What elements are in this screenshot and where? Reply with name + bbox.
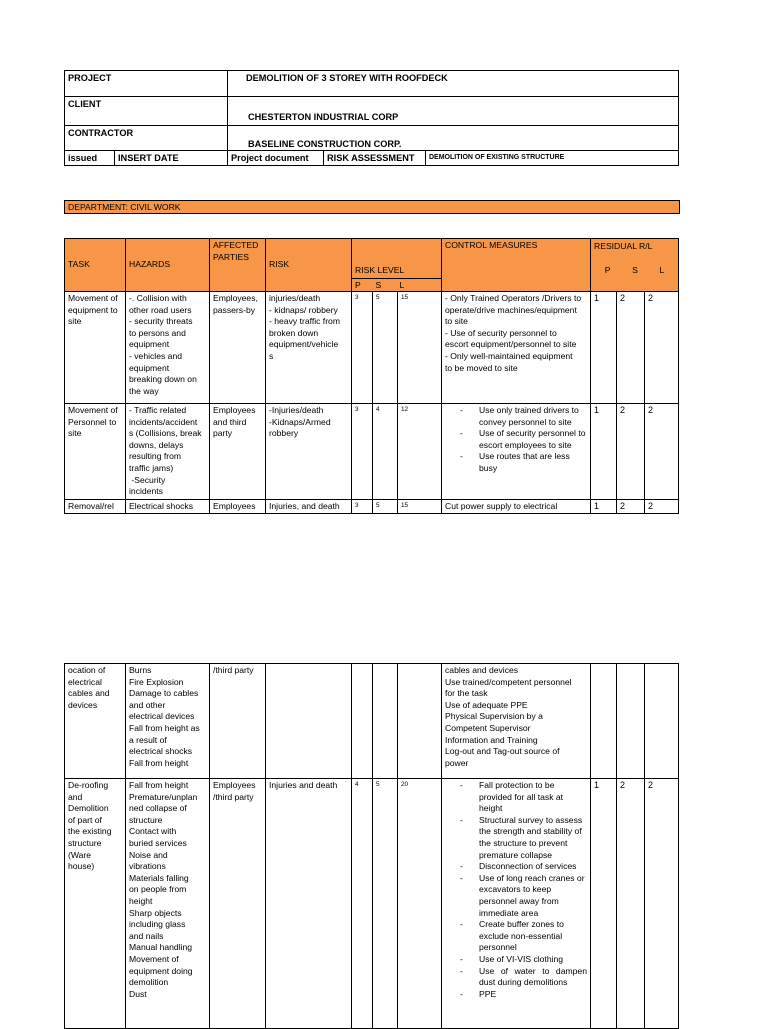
hazard-line: Fall from height: [129, 780, 189, 790]
p-cell: 3: [352, 292, 373, 404]
col-l: L: [398, 279, 442, 292]
control-bullet: - Use of water to dampen dust during demolitions: [479, 966, 587, 989]
hazard-line: demolition: [129, 977, 169, 988]
residual-s-cell: 2: [617, 500, 645, 514]
affected-cell: [210, 292, 266, 404]
affected-line: and third: [213, 416, 247, 427]
task-line: the existing: [68, 826, 112, 837]
hazard-line: including glass: [129, 919, 186, 930]
hazard-line: - security threats: [129, 316, 193, 327]
s-cell: [373, 664, 398, 779]
table-row: [65, 664, 679, 779]
residual-l-cell: 2: [645, 500, 679, 514]
hazard-line: Burns: [129, 665, 152, 675]
affected-line: Employees: [213, 780, 256, 790]
table-row: [65, 779, 679, 1029]
l-cell: 12: [398, 404, 442, 500]
risk-line: s: [269, 350, 274, 361]
control-cell: [442, 404, 591, 500]
control-line: cables and devices: [445, 665, 519, 675]
risk-cell: [266, 664, 352, 779]
hazard-line: electrical devices: [129, 711, 195, 722]
residual-p-cell: [591, 664, 617, 779]
risk-cell: [266, 404, 352, 500]
residual-s-cell: 2: [617, 779, 645, 1029]
control-line: to site: [445, 316, 468, 327]
control-bullet: - Use of long reach cranes or excavators to keep personnel away from immediate area: [479, 873, 587, 919]
project-label: PROJECT: [65, 71, 228, 97]
residual-l-cell: 2: [645, 292, 679, 404]
hazard-line: Contact with: [129, 826, 177, 837]
hazards-cell: Electrical shocks: [126, 500, 210, 514]
hazard-line: Damage to cables: [129, 688, 199, 699]
control-line: - Only well-maintained equipment: [445, 350, 573, 361]
residual-p-cell: 1: [591, 292, 617, 404]
control-line: power: [445, 757, 469, 768]
client-label: CLIENT: [65, 97, 228, 126]
control-bullet: - Fall protection to be provided for all task at height: [479, 780, 587, 815]
control-bullet: - PPE: [479, 989, 587, 1001]
control-line: Physical Supervision by a: [445, 711, 543, 722]
task-line: electrical: [68, 676, 102, 687]
hazard-line: a result of: [129, 734, 167, 745]
hazards-cell: [126, 292, 210, 404]
residual-l-cell: 2: [645, 779, 679, 1029]
control-line: to be moved to site: [445, 362, 518, 373]
table-row: [65, 404, 679, 500]
col-hazards: HAZARDS: [126, 239, 210, 292]
hazard-line: incidents: [129, 486, 163, 497]
hazard-line: incidents/accident: [129, 416, 198, 427]
affected-line: party: [213, 428, 233, 439]
control-cell: [442, 292, 591, 404]
hazard-line: Fall from height: [129, 757, 189, 768]
col-residual-spacer: [591, 279, 679, 292]
risk-cell: [266, 292, 352, 404]
task-cell: [65, 664, 126, 779]
hazard-line: electrical shocks: [129, 746, 193, 757]
hazard-line: Dust: [129, 988, 147, 999]
risk-line: broken down: [269, 327, 319, 338]
residual-s-cell: 2: [617, 404, 645, 500]
s-cell: 5: [373, 292, 398, 404]
table-row: [65, 500, 679, 514]
control-line: Competent Supervisor: [445, 722, 531, 733]
contractor-value: BASELINE CONSTRUCTION CORP.: [228, 126, 679, 151]
control-bullet: - Structural survey to assess the strength and stability of the structure to prevent premature collapse: [479, 815, 587, 861]
hazards-cell: [126, 664, 210, 779]
hazards-cell: [126, 404, 210, 500]
risk-table-page2: [64, 663, 679, 1029]
control-bullet: - Use only trained drivers to convey personnel to site: [479, 405, 587, 428]
s-cell: 5: [373, 779, 398, 1029]
col-residual-p: P: [604, 265, 611, 275]
demolition-existing-label: DEMOLITION OF EXISTING STRUCTURE: [426, 151, 679, 166]
hazard-line: breaking down on: [129, 374, 197, 385]
p-cell: 3: [352, 500, 373, 514]
hazard-line: equipment: [129, 362, 170, 373]
risk-line: -Injuries/death: [269, 405, 324, 415]
hazard-line: Sharp objects: [129, 907, 182, 918]
hazard-line: Noise and: [129, 849, 168, 860]
control-line: - Use of security personnel to: [445, 327, 557, 338]
hazard-line: structure: [129, 814, 163, 825]
hazard-line: Manual handling: [129, 942, 193, 953]
p-cell: [352, 664, 373, 779]
l-cell: 15: [398, 500, 442, 514]
control-cell: Cut power supply to electrical: [442, 500, 591, 514]
control-line: escort equipment/personnel to site: [445, 339, 577, 350]
residual-l-cell: [645, 664, 679, 779]
risk-line: - heavy traffic from: [269, 316, 340, 327]
p-cell: 4: [352, 779, 373, 1029]
col-s: S: [373, 279, 398, 292]
client-value: CHESTERTON INDUSTRIAL CORP: [228, 97, 679, 126]
residual-p-cell: 1: [591, 404, 617, 500]
hazard-line: -. Collision with: [129, 293, 187, 303]
task-line: De-roofing: [68, 780, 109, 790]
task-line: structure: [68, 837, 102, 848]
l-cell: 15: [398, 292, 442, 404]
col-risk-level: RISK LEVEL: [352, 239, 442, 279]
table-row: [65, 292, 679, 404]
project-header-table: [64, 70, 679, 166]
insert-date: INSERT DATE: [115, 151, 228, 166]
control-bullet: - Use of security personnel to escort employees to site: [479, 428, 587, 451]
col-residual-l: L: [659, 265, 665, 275]
task-line: and: [68, 791, 83, 802]
task-cell: Movement of Personnel to site: [65, 404, 126, 500]
control-bullet: - Use of VI-VIS clothing: [479, 954, 587, 966]
p-cell: 3: [352, 404, 373, 500]
contractor-label: CONTRACTOR: [65, 126, 228, 151]
task-line: Demolition: [68, 803, 109, 814]
col-risk: RISK: [266, 239, 352, 292]
hazard-line: downs, delays: [129, 439, 184, 450]
hazard-line: Fire Explosion: [129, 676, 184, 687]
col-task: TASK: [65, 239, 126, 292]
affected-cell: [210, 779, 266, 1029]
s-cell: 4: [373, 404, 398, 500]
hazard-line: ned collapse of: [129, 803, 187, 814]
col-control: CONTROL MEASURES: [442, 239, 591, 292]
task-line: ocation of: [68, 665, 106, 675]
control-cell: [442, 779, 591, 1029]
hazard-line: Fall from height as: [129, 722, 200, 733]
control-bullet: - Use routes that are less busy: [479, 451, 587, 474]
hazard-line: - vehicles and: [129, 350, 183, 361]
col-p: P: [352, 279, 373, 292]
control-line: Log-out and Tag-out source of: [445, 746, 560, 757]
affected-cell: Employees: [210, 500, 266, 514]
hazard-line: equipment: [129, 339, 170, 350]
affected-line: Employees,: [213, 293, 258, 303]
residual-l-cell: 2: [645, 404, 679, 500]
control-line: Use of adequate PPE: [445, 699, 528, 710]
control-bullet: - Disconnection of services: [479, 861, 587, 873]
col-residual-label: RESIDUAL R/L: [594, 241, 653, 251]
hazard-line: to persons and: [129, 327, 186, 338]
col-affected: AFFECTED PARTIES: [210, 239, 266, 292]
issued-label: issued: [65, 151, 115, 166]
hazard-line: - Traffic related: [129, 405, 187, 415]
affected-line: Employees: [213, 405, 256, 415]
hazard-line: Premature/unplan: [129, 791, 198, 802]
risk-assessment-label: RISK ASSESSMENT: [324, 151, 426, 166]
hazard-line: s (Collisions, break: [129, 428, 202, 439]
hazard-line: buried services: [129, 837, 187, 848]
risk-line: robbery: [269, 428, 299, 439]
task-line: of part of: [68, 814, 102, 825]
hazard-line: and nails: [129, 930, 164, 941]
control-bullet: - Create buffer zones to exclude non-essential personnel: [479, 919, 587, 954]
hazard-line: resulting from: [129, 451, 182, 462]
residual-s-cell: [617, 664, 645, 779]
project-document-label: Project document: [228, 151, 324, 166]
hazard-line: Materials falling: [129, 872, 189, 883]
task-line: cables and: [68, 688, 110, 699]
risk-cell: Injuries and death: [266, 779, 352, 1029]
control-line: - Only Trained Operators /Drivers to: [445, 293, 582, 303]
project-value: DEMOLITION OF 3 STOREY WITH ROOFDECK: [228, 71, 679, 97]
task-cell: Removal/rel: [65, 500, 126, 514]
control-cell: [442, 664, 591, 779]
risk-line: - kidnaps/ robbery: [269, 304, 338, 315]
affected-line: /third party: [213, 791, 254, 802]
task-cell: [65, 779, 126, 1029]
risk-line: injuries/death: [269, 293, 321, 303]
hazard-line: other road users: [129, 304, 192, 315]
hazard-line: equipment doing: [129, 965, 193, 976]
department-bar: DEPARTMENT: CIVIL WORK: [64, 200, 680, 214]
affected-cell: [210, 404, 266, 500]
header-row-top: [65, 239, 679, 279]
affected-line: passers-by: [213, 304, 256, 315]
residual-s-cell: 2: [617, 292, 645, 404]
risk-line: -Kidnaps/Armed: [269, 416, 331, 427]
hazard-line: the way: [129, 385, 159, 396]
hazard-line: Movement of: [129, 953, 179, 964]
col-residual: [591, 239, 679, 279]
control-line: Information and Training: [445, 734, 538, 745]
hazard-line: and other: [129, 699, 166, 710]
task-line: (Ware: [68, 849, 92, 860]
control-line: Use trained/competent personnel: [445, 676, 572, 687]
hazards-cell: [126, 779, 210, 1029]
control-line: for the task: [445, 688, 488, 699]
hazard-line: on people from: [129, 884, 187, 895]
task-line: house): [68, 861, 95, 872]
s-cell: 5: [373, 500, 398, 514]
task-cell: Movement of equipment to site: [65, 292, 126, 404]
affected-cell: /third party: [210, 664, 266, 779]
task-line: devices: [68, 699, 98, 710]
residual-p-cell: 1: [591, 500, 617, 514]
risk-cell: Injuries, and death: [266, 500, 352, 514]
l-cell: [398, 664, 442, 779]
control-line: operate/drive machines/equipment: [445, 304, 577, 315]
l-cell: 20: [398, 779, 442, 1029]
hazard-line: traffic jams): [129, 462, 174, 473]
col-residual-s: S: [632, 265, 638, 275]
risk-table-page1: [64, 238, 679, 514]
residual-p-cell: 1: [591, 779, 617, 1029]
hazard-line: -Security: [129, 474, 166, 485]
hazard-line: height: [129, 895, 153, 906]
hazard-line: vibrations: [129, 861, 166, 872]
risk-line: equipment/vehicle: [269, 339, 339, 350]
